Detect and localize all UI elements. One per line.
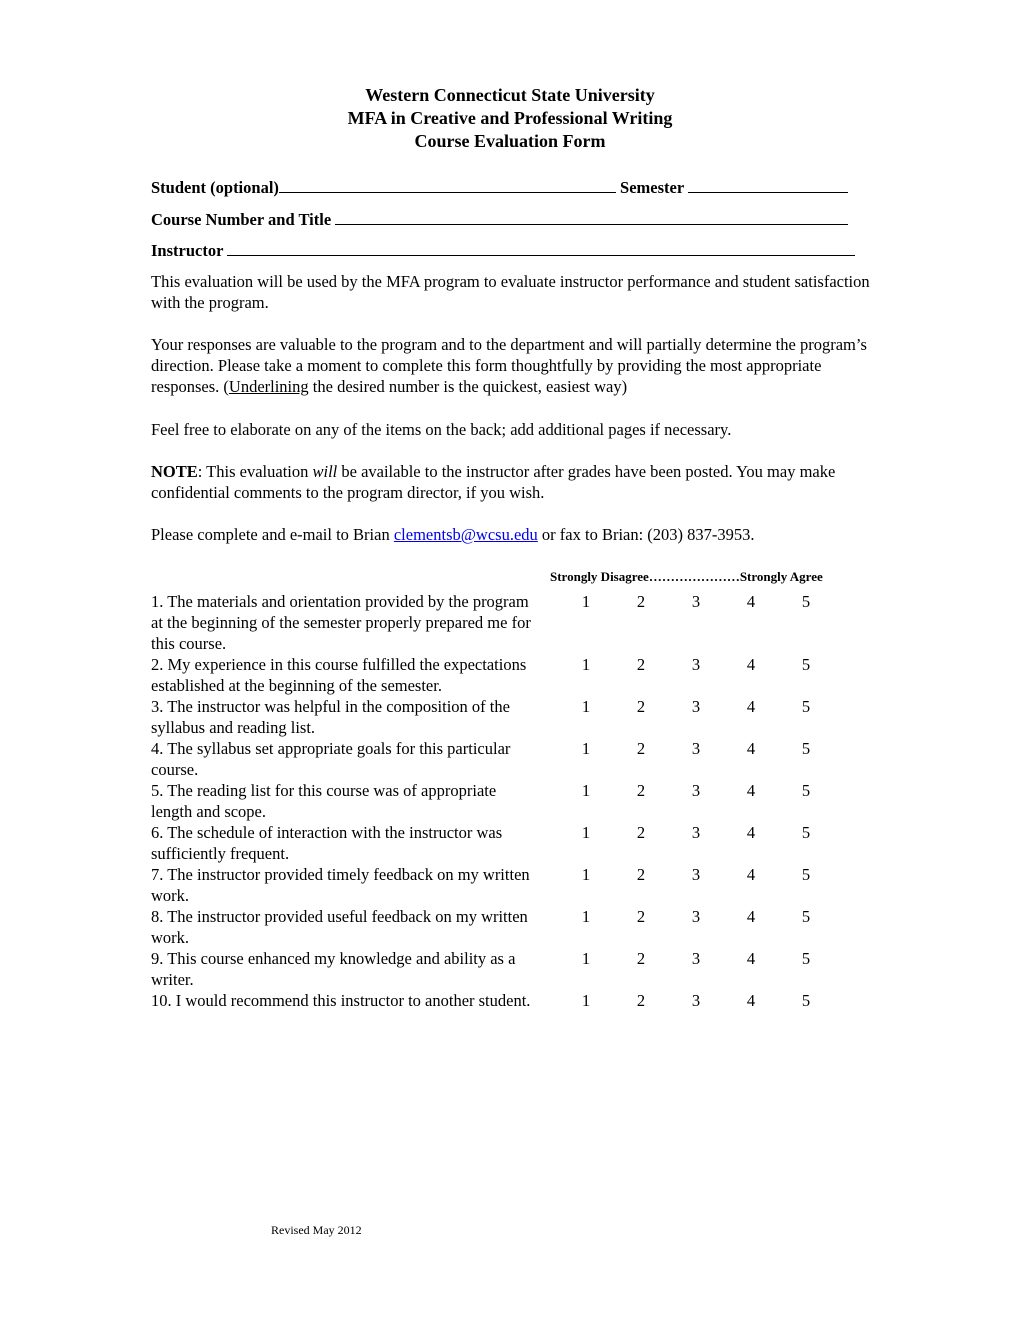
rating-option-1[interactable]: 1: [581, 865, 591, 884]
evaluation-item: [151, 780, 871, 822]
rating-option-1[interactable]: 1: [581, 949, 591, 968]
rating-option-1[interactable]: 1: [581, 823, 591, 842]
rating-option-1[interactable]: 1: [581, 697, 591, 716]
rating-option-4[interactable]: 4: [746, 697, 756, 716]
rating-options: [536, 738, 871, 780]
rating-option-1[interactable]: 1: [581, 907, 591, 926]
student-field[interactable]: [279, 177, 616, 193]
rating-option-2[interactable]: 2: [636, 655, 646, 674]
student-semester-row: [151, 177, 871, 198]
rating-option-1[interactable]: 1: [581, 739, 591, 758]
rating-option-1[interactable]: 1: [581, 655, 591, 674]
evaluation-item: [151, 591, 871, 654]
rating-option-1[interactable]: 1: [581, 781, 591, 800]
rating-options: [536, 591, 871, 654]
revision-note: Revised May 2012: [271, 1223, 362, 1237]
rating-option-3[interactable]: 3: [691, 655, 701, 674]
responses-text-end: the desired number is the quickest, easiest way): [308, 377, 628, 396]
program-name: MFA in Creative and Professional Writing: [347, 108, 673, 128]
evaluation-items: [151, 591, 871, 1011]
rating-options: [536, 822, 871, 864]
evaluation-item: [151, 738, 871, 780]
rating-option-5[interactable]: 5: [801, 907, 811, 926]
note-text-end: be available to the instructor after grades have been posted. You may make confidential comments to the program director, if you wish.: [151, 462, 836, 502]
rating-option-2[interactable]: 2: [636, 865, 646, 884]
rating-option-5[interactable]: 5: [801, 592, 811, 611]
rating-option-3[interactable]: 3: [691, 907, 701, 926]
rating-option-5[interactable]: 5: [801, 865, 811, 884]
instructor-row: [151, 240, 871, 261]
rating-option-5[interactable]: 5: [801, 949, 811, 968]
rating-option-4[interactable]: 4: [746, 949, 756, 968]
rating-option-2[interactable]: 2: [636, 823, 646, 842]
rating-option-4[interactable]: 4: [746, 655, 756, 674]
rating-option-5[interactable]: 5: [801, 823, 811, 842]
form-title: Course Evaluation Form: [414, 131, 606, 151]
responses-text: Your responses are valuable to the program and to the department and will partially determine the program’s direction. Please take a moment to complete this form thoughtfully by providing the most appropriate responses. (: [151, 335, 867, 396]
evaluation-item: [151, 654, 871, 696]
rating-option-4[interactable]: 4: [746, 865, 756, 884]
item-question: 2. My experience in this course fulfilled the expectations established at the beginning of the semester.: [151, 655, 527, 695]
rating-option-5[interactable]: 5: [801, 697, 811, 716]
rating-option-4[interactable]: 4: [746, 592, 756, 611]
rating-option-2[interactable]: 2: [636, 739, 646, 758]
item-question: 1. The materials and orientation provided by the program at the beginning of the semester properly prepared me for this course.: [151, 592, 531, 653]
evaluation-item: [151, 822, 871, 864]
underlining-text: Underlining: [228, 377, 309, 396]
rating-option-4[interactable]: 4: [746, 907, 756, 926]
rating-option-3[interactable]: 3: [691, 865, 701, 884]
course-field[interactable]: [335, 209, 848, 225]
rating-option-1[interactable]: 1: [581, 592, 591, 611]
rating-option-4[interactable]: 4: [746, 991, 756, 1010]
intro-paragraph: This evaluation will be used by the MFA program to evaluate instructor performance and student satisfaction with the program.: [151, 272, 870, 312]
rating-options: [536, 780, 871, 822]
course-row: [151, 209, 871, 230]
scale-header: Strongly Disagree…………………Strongly Agree: [550, 569, 823, 584]
instructor-label: Instructor: [151, 241, 224, 260]
item-question: 6. The schedule of interaction with the instructor was sufficiently frequent.: [151, 823, 503, 863]
semester-field[interactable]: [688, 177, 848, 193]
contact-text: Please complete and e-mail to Brian: [151, 525, 394, 544]
instructor-field[interactable]: [227, 240, 855, 256]
note-text: : This evaluation: [197, 462, 313, 481]
rating-option-3[interactable]: 3: [691, 739, 701, 758]
rating-options: [536, 654, 871, 696]
item-question: 4. The syllabus set appropriate goals for this particular course.: [151, 739, 511, 779]
rating-option-4[interactable]: 4: [746, 823, 756, 842]
rating-option-3[interactable]: 3: [691, 697, 701, 716]
rating-option-4[interactable]: 4: [746, 781, 756, 800]
evaluation-item: [151, 696, 871, 738]
rating-option-2[interactable]: 2: [636, 592, 646, 611]
rating-option-2[interactable]: 2: [636, 991, 646, 1010]
rating-options: [536, 864, 871, 906]
course-label: Course Number and Title: [151, 210, 332, 229]
elaborate-paragraph: Feel free to elaborate on any of the items on the back; add additional pages if necessary.: [151, 420, 732, 439]
university-name: Western Connecticut State University: [365, 85, 655, 105]
rating-option-2[interactable]: 2: [636, 697, 646, 716]
item-question: 9. This course enhanced my knowledge and ability as a writer.: [151, 949, 516, 989]
evaluation-item: [151, 948, 871, 990]
note-paragraph: [151, 461, 873, 503]
rating-options: [536, 948, 871, 990]
item-question: 5. The reading list for this course was of appropriate length and scope.: [151, 781, 497, 821]
rating-option-4[interactable]: 4: [746, 739, 756, 758]
contact-paragraph: [151, 524, 873, 545]
note-emphasis: will: [312, 462, 338, 481]
rating-options: [536, 696, 871, 738]
rating-options: [536, 906, 871, 948]
rating-option-5[interactable]: 5: [801, 991, 811, 1010]
rating-option-1[interactable]: 1: [581, 991, 591, 1010]
rating-option-5[interactable]: 5: [801, 739, 811, 758]
rating-option-5[interactable]: 5: [801, 781, 811, 800]
item-question: 7. The instructor provided timely feedback on my written work.: [151, 865, 530, 905]
item-question: 8. The instructor provided useful feedback on my written work.: [151, 907, 528, 947]
rating-option-3[interactable]: 3: [691, 592, 701, 611]
rating-option-2[interactable]: 2: [636, 907, 646, 926]
item-question: 10. I would recommend this instructor to another student.: [151, 991, 531, 1010]
rating-option-3[interactable]: 3: [691, 991, 701, 1010]
evaluation-item: [151, 864, 871, 906]
email-link[interactable]: clementsb@wcsu.edu: [393, 525, 538, 544]
rating-options: [536, 990, 871, 1011]
evaluation-item: [151, 990, 871, 1011]
rating-option-5[interactable]: 5: [801, 655, 811, 674]
document-header: [0, 84, 1020, 153]
item-question: 3. The instructor was helpful in the composition of the syllabus and reading list.: [151, 697, 510, 737]
contact-text-end: or fax to Brian: (203) 837-3953.: [537, 525, 755, 544]
rating-option-2[interactable]: 2: [636, 949, 646, 968]
rating-option-3[interactable]: 3: [691, 949, 701, 968]
student-label: Student (optional): [151, 178, 279, 197]
rating-option-2[interactable]: 2: [636, 781, 646, 800]
evaluation-item: [151, 906, 871, 948]
note-label: NOTE: [151, 462, 198, 481]
rating-option-3[interactable]: 3: [691, 823, 701, 842]
rating-option-3[interactable]: 3: [691, 781, 701, 800]
semester-label: Semester: [620, 178, 684, 197]
responses-paragraph: [151, 334, 873, 397]
